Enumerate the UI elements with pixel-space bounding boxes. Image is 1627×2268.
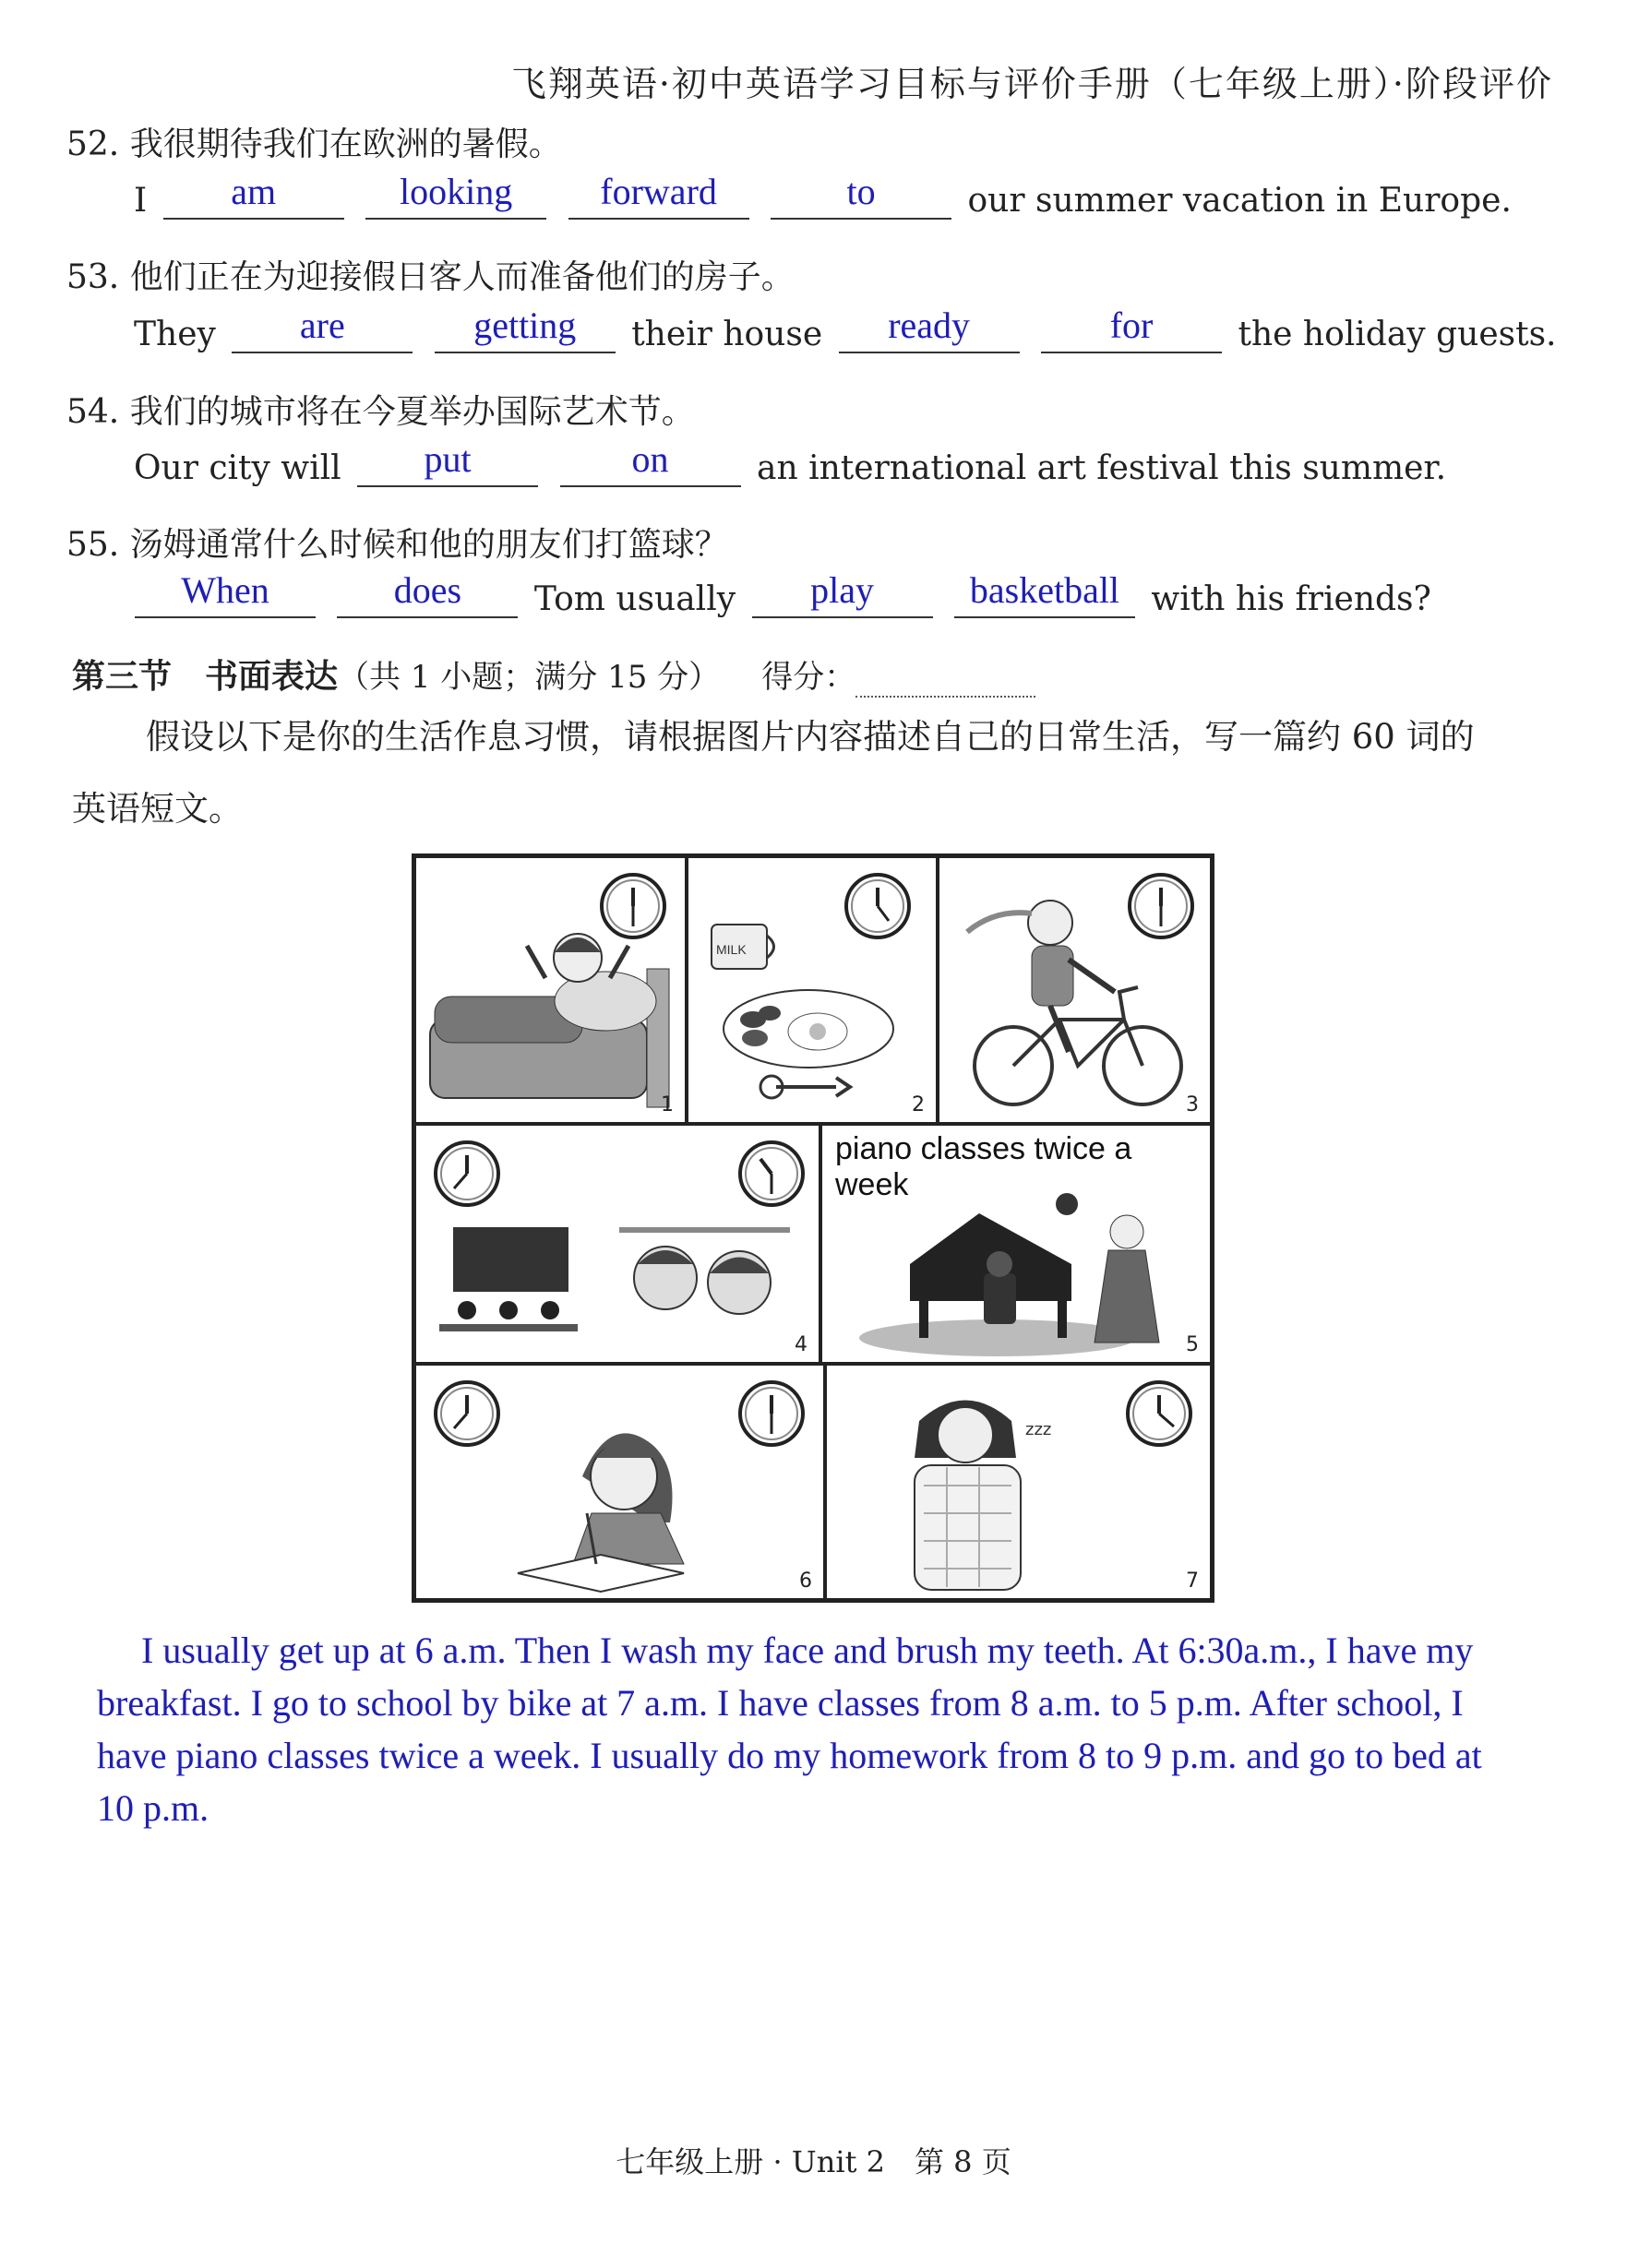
question-52-sentence <box>134 173 1512 220</box>
question-55-sentence <box>129 569 1431 618</box>
sentence-text: Our city will <box>134 449 341 487</box>
answer-blank[interactable]: are <box>232 307 413 353</box>
answer-blank[interactable]: getting <box>435 307 616 353</box>
panel-number: 4 <box>795 1333 808 1356</box>
panel-number: 7 <box>1186 1570 1199 1593</box>
daily-routine-picture-grid <box>412 853 1214 1603</box>
panel-breakfast <box>687 856 938 1124</box>
girl-doing-homework-illustration <box>416 1366 825 1600</box>
panel-number: 3 <box>1186 1093 1199 1116</box>
page-footer: 七年级上册 · Unit 2 第 8 页 <box>616 2144 1011 2179</box>
answer-blank[interactable]: put <box>357 441 538 487</box>
writing-instructions <box>72 701 1567 845</box>
sentence-text: Tom usually <box>533 580 736 618</box>
sentence-text: their house <box>631 316 823 353</box>
answer-line: breakfast. I go to school by bike at 7 a.m. I have classes from 8 a.m. to 5 p.m. After school, I <box>97 1682 1464 1724</box>
essay-answer <box>97 1624 1573 1834</box>
question-53-sentence <box>134 304 1557 353</box>
instruction-line: 英语短文。 <box>72 789 243 829</box>
section-title: 第三节 书面表达 <box>72 658 339 696</box>
girl-riding-bike-illustration <box>939 858 1212 1124</box>
snore-text: zzz <box>1025 1420 1052 1439</box>
girl-sleeping-illustration <box>827 1366 1212 1600</box>
question-cn-text: 汤姆通常什么时候和他的朋友们打篮球？ <box>129 526 728 564</box>
question-cn-text: 我很期待我们在欧洲的暑假。 <box>129 125 562 163</box>
panel-number: 5 <box>1186 1333 1199 1356</box>
answer-blank[interactable]: to <box>771 173 951 220</box>
question-54-prompt <box>66 386 695 433</box>
score-label: 得分： <box>761 659 856 696</box>
piano-caption: piano classes twice a week <box>835 1131 1132 1202</box>
question-number: 53. <box>66 258 120 296</box>
section-meta: （共 1 小题；满分 15 分） <box>338 659 721 696</box>
milk-label: MILK <box>716 942 747 957</box>
panel-number: 2 <box>912 1093 925 1116</box>
answer-line: 10 p.m. <box>97 1787 209 1829</box>
answer-blank[interactable]: ready <box>839 307 1020 353</box>
answer-blank[interactable]: looking <box>365 173 546 220</box>
question-cn-text: 我们的城市将在今夏举办国际艺术节。 <box>129 393 695 431</box>
section-heading <box>72 651 1035 698</box>
question-number: 52. <box>66 125 120 163</box>
question-55-prompt <box>66 519 728 566</box>
answer-blank[interactable]: am <box>163 173 344 220</box>
answer-line: have piano classes twice a week. I usually do my homework from 8 to 9 p.m. and go to bed at <box>97 1735 1482 1776</box>
panel-get-up <box>414 856 687 1124</box>
girl-waking-up-illustration <box>416 858 687 1124</box>
instruction-line: 假设以下是你的生活作息习惯，请根据图片内容描述自己的日常生活，写一篇约 60 词的 <box>146 717 1475 757</box>
sentence-text: They <box>134 316 216 353</box>
panel-homework <box>414 1364 825 1600</box>
sentence-text: our summer vacation in Europe. <box>967 182 1512 220</box>
question-53-prompt <box>66 251 795 298</box>
score-field[interactable] <box>855 668 1035 698</box>
sentence-text: with his friends? <box>1151 580 1431 618</box>
question-cn-text: 他们正在为迎接假日客人而准备他们的房子。 <box>129 258 795 296</box>
answer-blank[interactable]: forward <box>568 173 749 220</box>
breakfast-illustration <box>688 858 938 1124</box>
answer-line: I usually get up at 6 a.m. Then I wash my face and brush my teeth. At 6:30a.m., I have my <box>141 1629 1474 1671</box>
panel-number: 6 <box>799 1570 812 1593</box>
answer-blank[interactable]: on <box>560 441 741 487</box>
classroom-and-friends-illustration <box>416 1126 820 1364</box>
answer-blank[interactable]: play <box>752 572 933 618</box>
answer-blank[interactable]: When <box>135 572 316 618</box>
sentence-text: an international art festival this summer. <box>757 449 1447 487</box>
panel-school <box>414 1124 820 1364</box>
question-54-sentence <box>134 438 1447 487</box>
panel-piano <box>820 1124 1212 1364</box>
answer-blank[interactable]: basketball <box>954 572 1135 618</box>
question-number: 54. <box>66 393 120 431</box>
panel-number: 1 <box>661 1093 674 1116</box>
question-52-prompt <box>66 118 562 165</box>
answer-blank[interactable]: does <box>337 572 518 618</box>
page-header: 飞翔英语·初中英语学习目标与评价手册（七年级上册）·阶段评价 <box>510 64 1553 104</box>
panel-ride-bike <box>938 856 1212 1124</box>
answer-blank[interactable]: for <box>1041 307 1222 353</box>
panel-sleep <box>825 1364 1212 1600</box>
sentence-text: I <box>134 182 148 220</box>
sentence-text: the holiday guests. <box>1238 316 1557 353</box>
question-number: 55. <box>66 526 120 564</box>
